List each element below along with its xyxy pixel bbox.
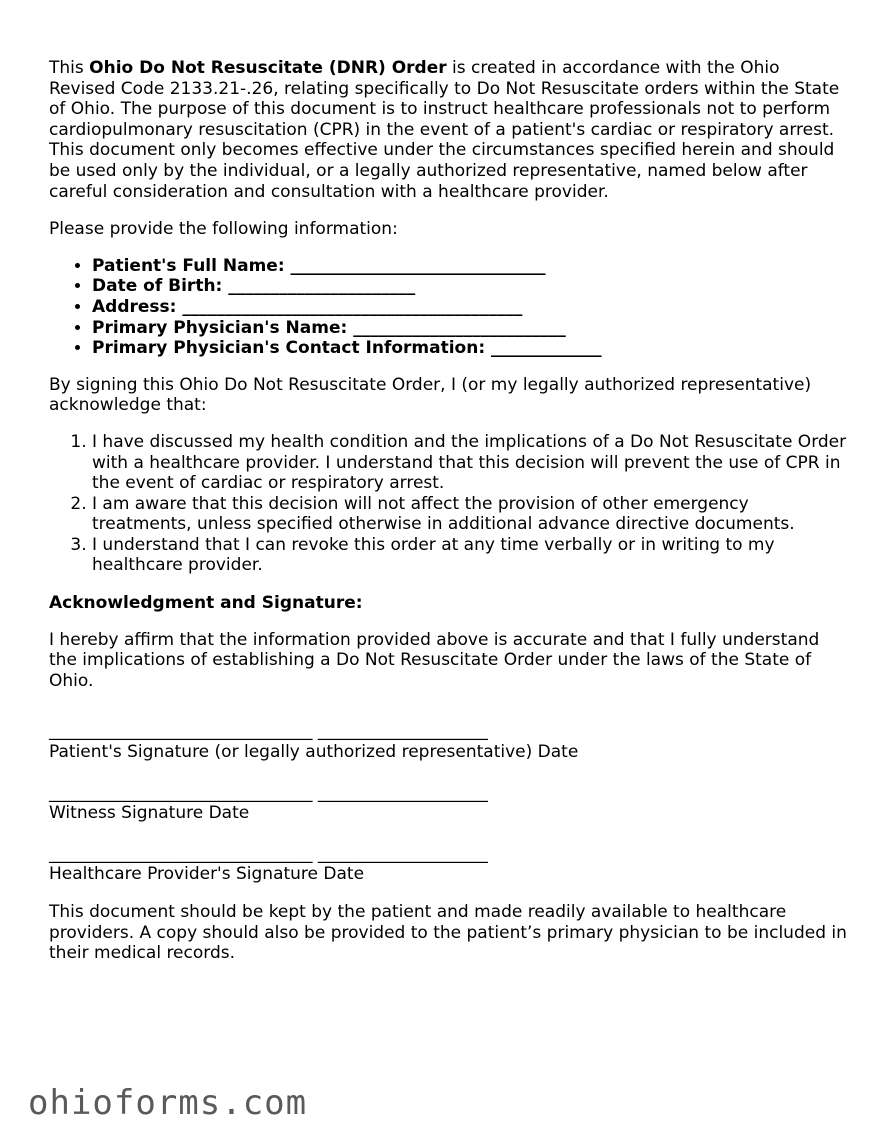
- intro-prefix: This: [49, 58, 90, 78]
- acknowledgment-list: [49, 432, 849, 576]
- acknowledge-lead: By signing this Ohio Do Not Resuscitate Order, I (or my legally authorized representative) acknowledge that:: [49, 374, 812, 416]
- acknowledgment-item: 1. I have discussed my health condition and the implications of a Do Not Resuscitate Order with a healthcare provider. I understand that this decision will prevent the use of CPR in the event of cardiac or respiratory arrest.: [92, 432, 849, 494]
- info-prompt: Please provide the following information:: [49, 219, 398, 240]
- document-page: [49, 58, 849, 964]
- affirmation-paragraph: I hereby affirm that the information provided above is accurate and that I fully understand the implications of establishing a Do Not Resuscitate Order under the laws of the State of Ohio.: [49, 629, 820, 691]
- field-physician-contact[interactable]: • Primary Physician's Contact Information: _____________: [92, 338, 849, 359]
- signature-block-witness: [49, 783, 849, 824]
- signature-label-provider: Healthcare Provider's Signature Date: [49, 864, 365, 885]
- acknowledgment-item: 3. I understand that I can revoke this order at any time verbally or in writing to my healthcare provider.: [92, 535, 849, 576]
- field-patient-name[interactable]: • Patient's Full Name: ______________________________: [92, 256, 849, 277]
- signature-block-patient: [49, 721, 849, 762]
- signature-label-witness: Witness Signature Date: [49, 803, 250, 824]
- acknowledgment-item: 2. I am aware that this decision will not affect the provision of other emergency treatments, unless specified otherwise in additional advance directive documents.: [92, 494, 849, 535]
- signature-label-patient: Patient's Signature (or legally authorized representative) Date: [49, 742, 579, 763]
- field-physician-name[interactable]: • Primary Physician's Name: _________________________: [92, 318, 849, 339]
- site-watermark: ohioforms.com: [28, 1083, 308, 1123]
- info-fields-list: [49, 256, 849, 359]
- intro-body: is created in accordance with the Ohio Revised Code 2133.21-.26, relating specifically to Do Not Resuscitate orders within the State of Ohio. The purpose of this document is to instruct healthcare professionals not to perform cardiopulmonary resuscitation (CPR) in the event of a patient's cardiac or respiratory arrest. This document only becomes effective under the circumstances specified herein and should be used only by the individual, or a legally authorized representative, named below after careful consideration and consultation with a healthcare provider.: [49, 58, 840, 202]
- intro-paragraph: [49, 58, 849, 202]
- signature-block-provider: [49, 844, 849, 885]
- signature-line-witness[interactable]: _______________________________ ____________________: [49, 782, 488, 803]
- field-address[interactable]: • Address: ________________________________________: [92, 297, 849, 318]
- field-date-of-birth[interactable]: • Date of Birth: ______________________: [92, 276, 849, 297]
- signature-heading: Acknowledgment and Signature:: [49, 593, 363, 614]
- signature-line-provider[interactable]: _______________________________ ____________________: [49, 843, 488, 864]
- signature-line-patient[interactable]: _______________________________ ____________________: [49, 721, 488, 742]
- document-title: Ohio Do Not Resuscitate (DNR) Order: [89, 58, 447, 78]
- closing-paragraph: This document should be kept by the patient and made readily available to healthcare providers. A copy should also be provided to the patient’s primary physician to be included in their medical records.: [49, 902, 847, 964]
